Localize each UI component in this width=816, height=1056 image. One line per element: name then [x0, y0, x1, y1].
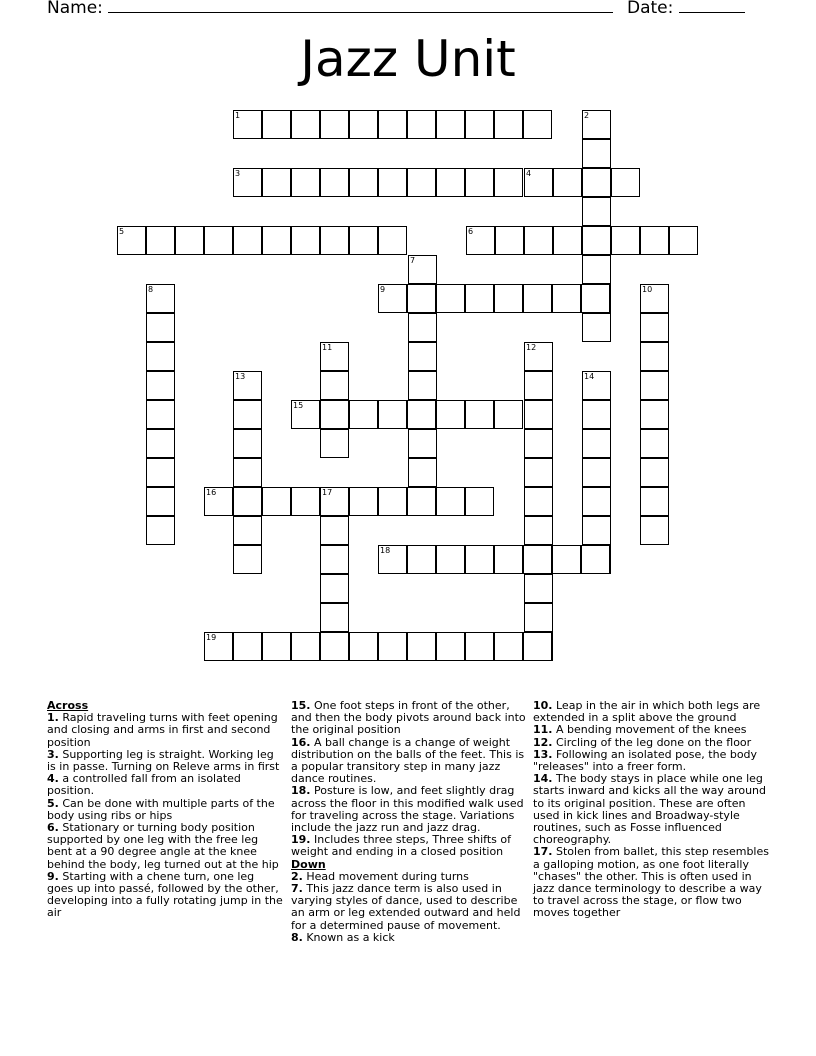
grid-cell[interactable]	[146, 400, 175, 429]
clues-column-1	[47, 700, 283, 920]
grid-cell[interactable]	[408, 342, 437, 371]
clues-column-3	[533, 700, 773, 920]
clue-number: 9.	[47, 869, 59, 883]
clue-number: 4.	[47, 772, 59, 786]
grid-cell[interactable]	[436, 487, 465, 516]
grid-cell[interactable]	[436, 545, 465, 574]
grid-cell[interactable]	[407, 400, 436, 429]
clue-item	[533, 773, 773, 846]
grid-cell[interactable]	[640, 516, 669, 545]
grid-cell[interactable]	[582, 371, 611, 400]
clue-text: A ball change is a change of weight distribution on the balls of the feet. This is a popular transitory step in many jazz dance routines.	[291, 735, 525, 786]
clue-item	[47, 749, 283, 773]
grid-cell[interactable]	[378, 545, 407, 574]
grid-cell[interactable]	[466, 226, 495, 255]
grid-cell[interactable]	[408, 371, 437, 400]
grid-cell[interactable]	[436, 168, 465, 197]
grid-cell[interactable]	[320, 574, 349, 603]
grid-cell[interactable]	[233, 429, 262, 458]
grid-cell[interactable]	[320, 168, 349, 197]
clue-number: 11	[322, 343, 333, 352]
grid-cell[interactable]	[640, 400, 669, 429]
grid-cell[interactable]	[146, 516, 175, 545]
grid-cell[interactable]	[378, 487, 407, 516]
grid-cell[interactable]	[436, 110, 465, 139]
grid-cell[interactable]	[117, 226, 146, 255]
clue-text: The body stays in place while one leg starts inward and kicks all the way around to its original position. These are often used in kick lines and Broadway-style routines, such as Fosse influenced choreography.	[533, 772, 767, 847]
grid-cell[interactable]	[640, 487, 669, 516]
grid-cell[interactable]	[523, 284, 552, 313]
grid-cell[interactable]	[582, 110, 611, 139]
clue-text: Circling of the leg done on the floor	[552, 735, 752, 749]
grid-cell[interactable]	[146, 342, 175, 371]
grid-cell[interactable]	[407, 545, 436, 574]
grid-cell[interactable]	[233, 545, 262, 574]
clue-text: Leap in the air in which both legs are extended in a split above the ground	[533, 699, 761, 725]
grid-cell[interactable]	[349, 110, 378, 139]
grid-cell[interactable]	[233, 110, 262, 139]
grid-cell[interactable]	[291, 168, 320, 197]
clue-number: 15.	[291, 699, 311, 712]
grid-cell[interactable]	[524, 458, 553, 487]
clue-number: 12	[526, 343, 537, 352]
grid-cell[interactable]	[146, 313, 175, 342]
clue-text: Stolen from ballet, this step resembles a galloping motion, as one foot literally "chases" the other. This is often used in jazz dance terminology to describe a way to travel across the stage, or flow two moves together	[533, 845, 769, 920]
grid-cell[interactable]	[349, 487, 378, 516]
grid-cell[interactable]	[349, 632, 378, 661]
clue-text: Head movement during turns	[302, 869, 469, 883]
grid-cell[interactable]	[669, 226, 698, 255]
clue-number: 13.	[533, 747, 553, 761]
clue-number: 2	[584, 111, 590, 120]
clue-text: Rapid traveling turns with feet opening and closing and arms in first and second position	[47, 711, 278, 749]
grid-cell[interactable]	[523, 110, 552, 139]
grid-cell[interactable]	[494, 284, 523, 313]
clue-number: 18	[380, 546, 391, 555]
grid-cell[interactable]	[262, 487, 291, 516]
across-heading: Across	[47, 699, 89, 712]
grid-cell[interactable]	[320, 400, 349, 429]
clue-number: 16.	[291, 735, 311, 749]
grid-cell[interactable]	[146, 371, 175, 400]
grid-cell[interactable]	[407, 487, 436, 516]
grid-cell[interactable]	[582, 429, 611, 458]
clue-number: 11.	[533, 723, 553, 737]
grid-cell[interactable]	[494, 168, 523, 197]
grid-cell[interactable]	[436, 284, 465, 313]
grid-cell[interactable]	[320, 110, 349, 139]
grid-cell[interactable]	[552, 284, 581, 313]
grid-cell[interactable]	[408, 458, 437, 487]
clue-text: Includes three steps, Three shifts of weight and ending in a closed position	[291, 833, 511, 859]
clue-item	[47, 773, 283, 797]
grid-cell[interactable]	[582, 226, 611, 255]
grid-cell[interactable]	[524, 429, 553, 458]
clue-item	[291, 700, 527, 737]
grid-cell[interactable]	[378, 168, 407, 197]
grid-cell[interactable]	[262, 110, 291, 139]
clue-number: 8	[148, 285, 154, 294]
grid-cell[interactable]	[262, 632, 291, 661]
grid-cell[interactable]	[640, 284, 669, 313]
clue-number: 6.	[47, 821, 59, 835]
grid-cell[interactable]	[262, 168, 291, 197]
clue-item	[291, 883, 527, 932]
grid-cell[interactable]	[640, 429, 669, 458]
clues-column-2	[291, 700, 527, 944]
clue-number: 1	[235, 111, 241, 120]
grid-cell[interactable]	[291, 632, 320, 661]
grid-cell[interactable]	[465, 168, 494, 197]
clue-number: 5.	[47, 796, 59, 810]
grid-cell[interactable]	[582, 516, 611, 545]
grid-cell[interactable]	[640, 313, 669, 342]
grid-cell[interactable]	[581, 545, 610, 574]
grid-cell[interactable]	[233, 226, 262, 255]
grid-cell[interactable]	[378, 632, 407, 661]
grid-cell[interactable]	[407, 110, 436, 139]
grid-cell[interactable]	[320, 371, 349, 400]
grid-cell[interactable]	[553, 226, 582, 255]
grid-cell[interactable]	[233, 516, 262, 545]
clue-number: 3	[235, 169, 241, 178]
grid-cell[interactable]	[494, 632, 523, 661]
clue-number: 15	[293, 401, 304, 410]
grid-cell[interactable]	[233, 632, 262, 661]
grid-cell[interactable]	[465, 545, 494, 574]
grid-cell[interactable]	[262, 226, 291, 255]
clue-number: 14.	[533, 772, 553, 786]
grid-cell[interactable]	[349, 400, 378, 429]
clue-number: 19.	[291, 833, 311, 847]
clue-number: 8.	[291, 930, 303, 944]
grid-cell[interactable]	[146, 429, 175, 458]
grid-cell[interactable]	[465, 632, 494, 661]
grid-cell[interactable]	[640, 371, 669, 400]
clue-number: 16	[206, 488, 217, 497]
grid-cell[interactable]	[291, 400, 320, 429]
clue-number: 17.	[533, 845, 553, 859]
grid-cell[interactable]	[320, 487, 349, 516]
grid-cell[interactable]	[291, 487, 320, 516]
clue-number: 9	[380, 285, 386, 294]
grid-cell[interactable]	[233, 458, 262, 487]
clue-item	[533, 846, 773, 919]
grid-cell[interactable]	[204, 632, 233, 661]
grid-cell[interactable]	[640, 342, 669, 371]
clue-number: 10.	[533, 699, 553, 712]
grid-cell[interactable]	[524, 400, 553, 429]
clue-number: 1.	[47, 711, 59, 725]
grid-cell[interactable]	[524, 516, 553, 545]
grid-cell[interactable]	[465, 400, 494, 429]
grid-cell[interactable]	[320, 226, 349, 255]
grid-cell[interactable]	[582, 400, 611, 429]
clue-text: One foot steps in front of the other, and then the body pivots around back into the original position	[291, 699, 526, 737]
grid-cell[interactable]	[524, 226, 553, 255]
grid-cell[interactable]	[465, 110, 494, 139]
grid-cell[interactable]	[611, 226, 640, 255]
clue-item	[47, 712, 283, 749]
clue-text: A bending movement of the knees	[552, 723, 747, 737]
grid-cell[interactable]	[146, 226, 175, 255]
grid-cell[interactable]	[495, 226, 524, 255]
clue-number: 6	[468, 227, 474, 236]
clue-item	[533, 700, 773, 724]
down-heading: Down	[291, 857, 326, 871]
grid-cell[interactable]	[378, 284, 407, 313]
clue-number: 2.	[291, 869, 303, 883]
grid-cell[interactable]	[291, 226, 320, 255]
clue-item	[291, 737, 527, 786]
date-label: Date:	[627, 0, 674, 18]
grid-cell[interactable]	[640, 458, 669, 487]
grid-cell[interactable]	[378, 400, 407, 429]
grid-cell[interactable]	[233, 168, 262, 197]
grid-cell[interactable]	[320, 603, 349, 632]
grid-cell[interactable]	[204, 487, 233, 516]
grid-cell[interactable]	[408, 429, 437, 458]
grid-cell[interactable]	[524, 603, 553, 632]
grid-cell[interactable]	[465, 487, 494, 516]
grid-cell[interactable]	[524, 342, 553, 371]
clue-number: 18.	[291, 784, 311, 798]
grid-cell[interactable]	[582, 197, 611, 226]
clue-number: 4	[526, 169, 532, 178]
grid-cell[interactable]	[291, 110, 320, 139]
clue-item	[47, 798, 283, 822]
grid-cell[interactable]	[523, 632, 552, 661]
grid-cell[interactable]	[320, 516, 349, 545]
grid-cell[interactable]	[582, 313, 611, 342]
clue-text: Supporting leg is straight. Working leg is in passe. Turning on Releve arms in first	[47, 747, 280, 774]
clue-number: 10	[642, 285, 653, 294]
grid-cell[interactable]	[378, 110, 407, 139]
clue-item	[291, 785, 527, 834]
grid-cell[interactable]	[436, 400, 465, 429]
grid-cell[interactable]	[378, 226, 407, 255]
grid-cell[interactable]	[436, 632, 465, 661]
grid-cell[interactable]	[552, 545, 581, 574]
grid-cell[interactable]	[494, 110, 523, 139]
clue-number: 7	[410, 256, 416, 265]
grid-cell[interactable]	[407, 632, 436, 661]
clue-number: 5	[119, 227, 125, 236]
grid-cell[interactable]	[407, 168, 436, 197]
clue-item	[47, 871, 283, 920]
grid-cell[interactable]	[320, 545, 349, 574]
clue-text: a controlled fall from an isolated position.	[47, 772, 241, 798]
grid-cell[interactable]	[407, 284, 436, 313]
grid-cell[interactable]	[465, 284, 494, 313]
grid-cell[interactable]	[320, 632, 349, 661]
grid-cell[interactable]	[146, 284, 175, 313]
clue-text: This jazz dance term is also used in varying styles of dance, used to describe an arm or leg extended outward and held for a determined pause of movement.	[291, 882, 521, 932]
page-title: Jazz Unit	[300, 30, 516, 88]
clue-number: 17	[322, 488, 333, 497]
grid-cell[interactable]	[408, 255, 437, 284]
clue-number: 3.	[47, 747, 59, 761]
grid-cell[interactable]	[494, 545, 523, 574]
grid-cell[interactable]	[320, 342, 349, 371]
grid-cell[interactable]	[349, 168, 378, 197]
grid-cell[interactable]	[233, 400, 262, 429]
grid-cell[interactable]	[320, 429, 349, 458]
clue-text: Stationary or turning body position supported by one leg with the free leg bent at a 90 degree angle at the knee behind the body, leg turned out at the hip	[47, 821, 279, 871]
grid-cell[interactable]	[175, 226, 204, 255]
clue-item	[47, 822, 283, 871]
grid-cell[interactable]	[581, 284, 610, 313]
grid-cell[interactable]	[524, 487, 553, 516]
clue-text: Can be done with multiple parts of the body using ribs or hips	[47, 796, 275, 822]
grid-cell[interactable]	[523, 545, 552, 574]
clue-number: 12.	[533, 735, 553, 749]
clue-text: Starting with a chene turn, one leg goes up into passé, followed by the other, developing into a fully rotating jump in the air	[47, 869, 283, 920]
clue-item	[291, 834, 527, 858]
grid-cell[interactable]	[524, 371, 553, 400]
clue-text: Known as a kick	[302, 930, 395, 944]
clue-number: 14	[584, 372, 595, 381]
grid-cell[interactable]	[204, 226, 233, 255]
grid-cell[interactable]	[146, 487, 175, 516]
clue-text: Posture is low, and feet slightly drag across the floor in this modified walk used for traveling across the stage. Variations include the jazz run and jazz drag.	[291, 784, 524, 835]
clue-number: 13	[235, 372, 246, 381]
grid-cell[interactable]	[233, 371, 262, 400]
clue-number: 19	[206, 633, 217, 642]
grid-cell[interactable]	[408, 313, 437, 342]
grid-cell[interactable]	[582, 458, 611, 487]
grid-cell[interactable]	[146, 458, 175, 487]
grid-cell[interactable]	[611, 168, 640, 197]
clue-text: Following an isolated pose, the body "releases" into a freer form.	[533, 747, 758, 774]
clue-number: 7.	[291, 882, 303, 896]
grid-cell[interactable]	[524, 168, 553, 197]
grid-cell[interactable]	[553, 168, 582, 197]
grid-cell[interactable]	[233, 487, 262, 516]
clue-item	[291, 932, 527, 944]
grid-cell[interactable]	[349, 226, 378, 255]
grid-cell[interactable]	[640, 226, 669, 255]
grid-cell[interactable]	[582, 139, 611, 168]
grid-cell[interactable]	[582, 168, 611, 197]
name-label: Name:	[47, 0, 103, 18]
grid-cell[interactable]	[494, 400, 523, 429]
grid-cell[interactable]	[582, 487, 611, 516]
grid-cell[interactable]	[582, 255, 611, 284]
grid-cell[interactable]	[524, 574, 553, 603]
clue-item	[533, 749, 773, 773]
